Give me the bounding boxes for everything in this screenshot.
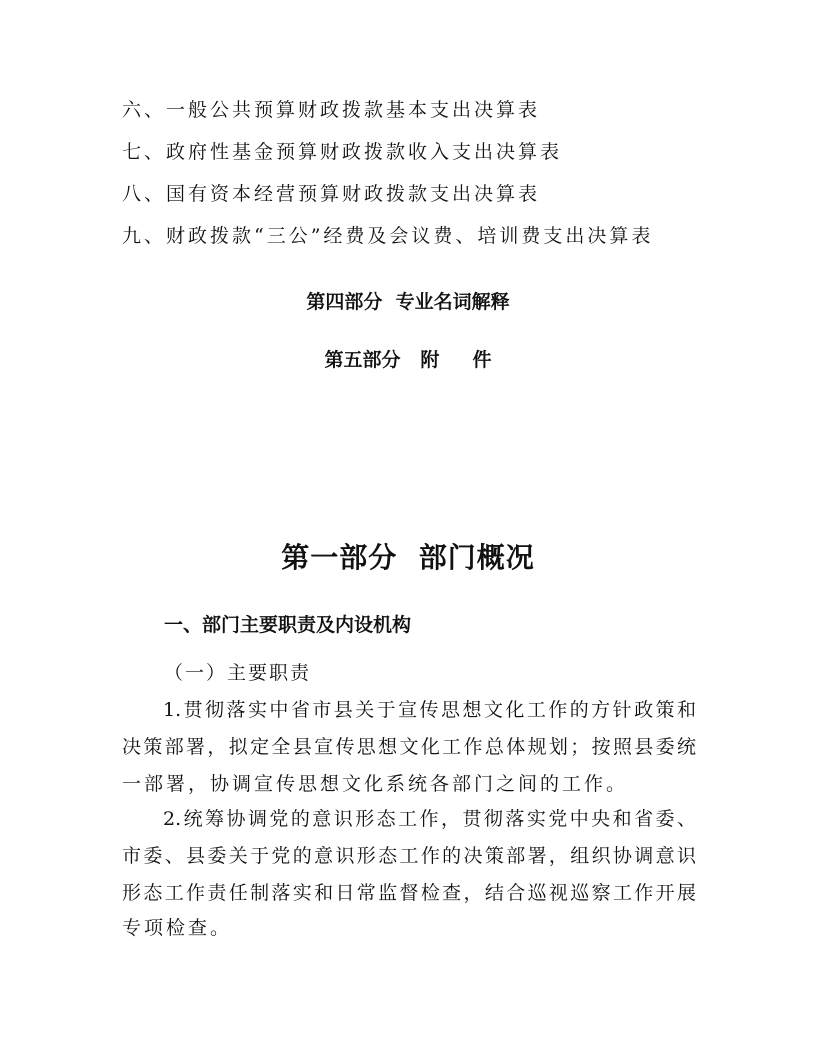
toc-item: 六、一般公共预算财政拨款基本支出决算表 [122,99,541,121]
toc-item: 九、财政拨款“三公”经费及会议费、培训费支出决算表 [122,225,654,247]
paragraph-line: 决策部署，拟定全县宣传思想文化工作总体规划；按照县委统 [122,736,696,758]
paragraph-line: 1.贯彻落实中省市县关于宣传思想文化工作的方针政策和 [163,699,696,721]
paragraph-line: 专项检查。 [122,917,233,939]
page-title: 第一部分 部门概况 [281,541,535,574]
section-heading: 一、部门主要职责及内设机构 [164,614,412,636]
paragraph-line: 市委、县委关于党的意识形态工作的决策部署，组织协调意识 [122,845,696,867]
part5-heading: 第五部分 附 件 [324,349,492,371]
toc-item: 七、政府性基金预算财政拨款收入支出决算表 [122,141,563,163]
paragraph-line: 一部署，协调宣传思想文化系统各部门之间的工作。 [122,773,629,795]
paragraph-line: 2.统筹协调党的意识形态工作，贯彻落实党中央和省委、 [163,808,696,830]
part4-heading: 第四部分 专业名词解释 [306,291,510,313]
sub-heading: （一）主要职责 [164,662,312,684]
paragraph-line: 形态工作责任制落实和日常监督检查，结合巡视巡察工作开展 [122,882,696,904]
toc-item: 八、国有资本经营预算财政拨款支出决算表 [122,183,541,205]
